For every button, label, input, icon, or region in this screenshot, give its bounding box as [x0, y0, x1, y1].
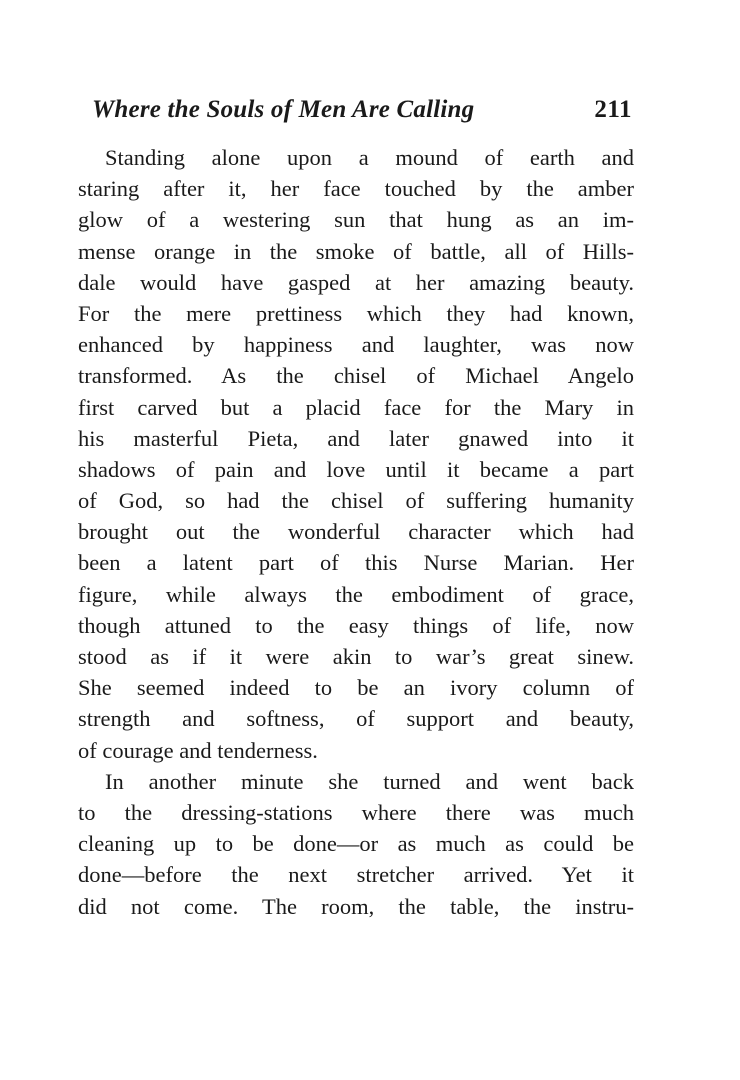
text-line: though attuned to the easy things of life, now [78, 612, 634, 638]
text-line: mense orange in the smoke of battle, all of Hills- [78, 238, 634, 264]
text-line: of God, so had the chisel of suffering humanity [78, 488, 634, 514]
text-line: staring after it, her face touched by the amber [78, 176, 634, 202]
text-line: In another minute she turned and went back [105, 768, 634, 794]
text-line: to the dressing-stations where there was much [78, 799, 634, 825]
text-line: did not come. The room, the table, the instru- [78, 893, 634, 919]
text-line: brought out the wonderful character which had [78, 519, 634, 545]
text-line: shadows of pain and love until it became a part [78, 456, 634, 482]
text-line: transformed. As the chisel of Michael Angelo [78, 363, 634, 389]
text-line: Standing alone upon a mound of earth and [105, 145, 634, 170]
text-line: been a latent part of this Nurse Marian. Her [78, 550, 634, 576]
running-title: Where the Souls of Men Are Calling [92, 96, 475, 123]
text-line: enhanced by happiness and laughter, was now [78, 332, 634, 358]
text-line: strength and softness, of support and beauty, [78, 706, 634, 732]
text-line: cleaning up to be done—or as much as could be [78, 831, 634, 857]
text-line: first carved but a placid face for the Mary in [78, 394, 634, 420]
text-line: his masterful Pieta, and later gnawed into it [78, 425, 634, 451]
page-number: 211 [594, 96, 632, 123]
text-line: She seemed indeed to be an ivory column of [78, 675, 634, 701]
text-line: stood as if it were akin to war’s great sinew. [78, 644, 634, 669]
text-line: figure, while always the embodiment of grace, [78, 581, 634, 607]
text-line: done—before the next stretcher arrived. Yet it [78, 862, 634, 888]
text-line: of courage and tenderness. [78, 737, 318, 763]
running-head [92, 90, 632, 130]
text-line: glow of a westering sun that hung as an im- [78, 207, 634, 233]
body-text [78, 142, 634, 922]
text-line: For the mere prettiness which they had known, [78, 300, 634, 326]
text-line: dale would have gasped at her amazing beauty. [78, 269, 634, 295]
